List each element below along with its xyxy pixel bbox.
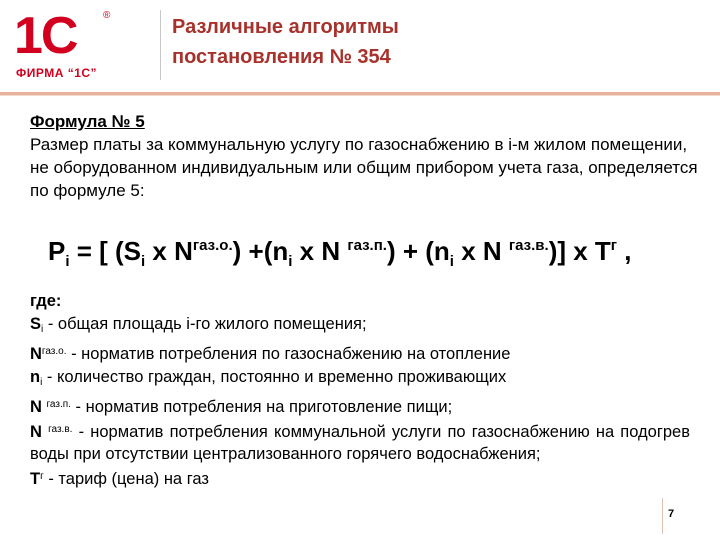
header-divider bbox=[160, 10, 161, 80]
title-line-1: Различные алгоритмы bbox=[172, 16, 399, 38]
slide-header bbox=[0, 0, 720, 90]
definition-item: $n_i$ - количество граждан, постоянно и временно проживающих bbox=[30, 367, 507, 388]
definition-item: N $^{газ.в.}$ - норматив потребления коммунальной услуги по газоснабжению на подогрев воды при отсутствии централизованного горячего водоснабжения; bbox=[30, 422, 690, 463]
slide-title bbox=[172, 12, 399, 72]
page-number-rule bbox=[662, 498, 663, 534]
title-line-2: постановления № 354 bbox=[172, 46, 391, 68]
main-formula: $P_i$ = [ ($S_i$ x $N^{газ.о.}) +(n_i$ x N $^{газ.п.}) + (n_i$ x N $^{газ.в.}$)] x $T^г$ , bbox=[48, 236, 632, 270]
definition-item: $N^{газ.о.}$ - норматив потребления по газоснабжению на отопление bbox=[30, 345, 511, 363]
definition-item: $S_i$ - общая площадь i-го жилого помещения; bbox=[30, 314, 367, 335]
company-logo bbox=[8, 4, 148, 84]
logo-mark: 1С bbox=[14, 7, 77, 65]
registered-mark: ® bbox=[103, 10, 111, 21]
where-label: где: bbox=[30, 292, 62, 310]
definition-item: N $^{газ.п.}$ - норматив потребления на приготовление пищи; bbox=[30, 398, 453, 416]
intro-paragraph: Размер платы за коммунальную услугу по газоснабжению в i-м жилом помещении, не оборудованном индивидуальным или общим прибором учета газа, определяется по формуле 5: bbox=[30, 135, 698, 200]
logo-subtitle: ФИРМА “1С” bbox=[16, 66, 98, 80]
definition-item: $T^г$ - тариф (цена) на газ bbox=[30, 469, 209, 488]
slide-number: 7 bbox=[668, 508, 675, 520]
formula-title: Формула № 5 bbox=[30, 112, 145, 131]
definitions bbox=[30, 290, 690, 490]
header-rule-light bbox=[0, 95, 720, 96]
